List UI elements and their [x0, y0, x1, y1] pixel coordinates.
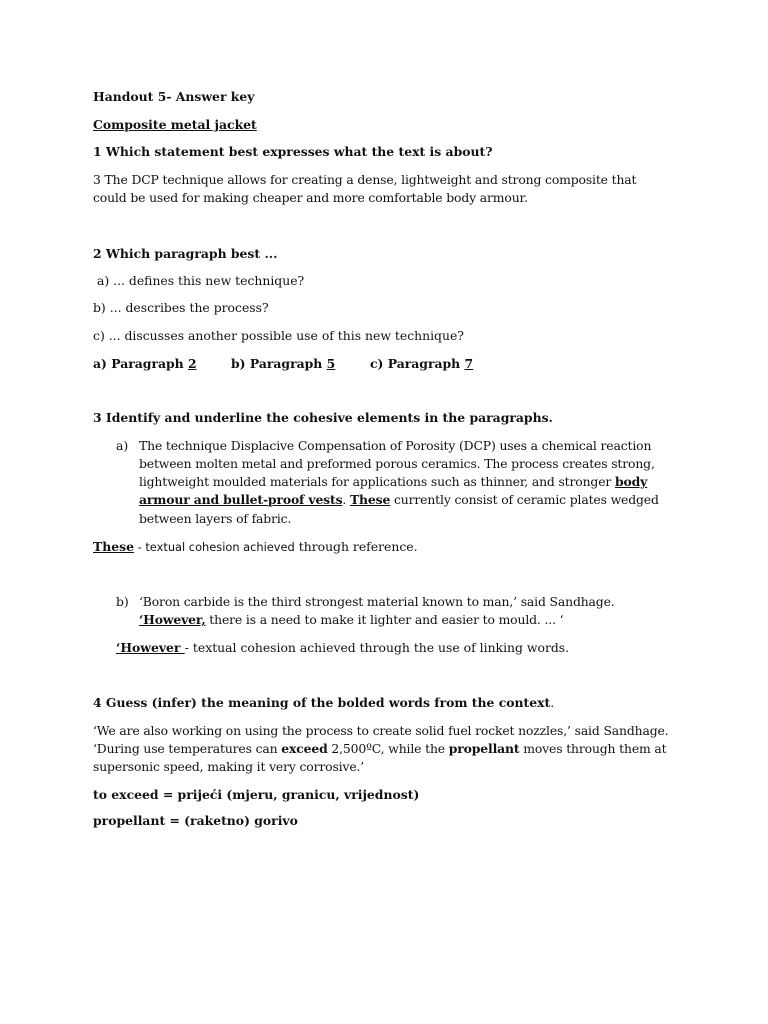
note-b-rest: - textual cohesion achieved through the use of linking words. — [184, 640, 570, 655]
bold-exceed: exceed — [281, 741, 328, 756]
quote-line-1: ‘We are also working on using the process to create solid fuel rocket nozzles,’ said Sandhage. — [93, 723, 669, 738]
quote-line-2-a: ‘During use temperatures can — [93, 741, 282, 756]
quote-line-2 — [93, 741, 666, 757]
answer-1-line-1: 3 The DCP technique allows for creating a dense, lightweight and strong composite that — [93, 172, 637, 187]
paragraph-a-line-5: between layers of fabric. — [139, 511, 292, 526]
question-3: 3 Identify and underline the cohesive elements in the paragraphs. — [93, 410, 553, 425]
gloss-propellant: propellant = (raketno) gorivo — [93, 813, 298, 828]
paragraph-b-marker: b) — [116, 594, 129, 609]
question-4-period: . — [550, 695, 555, 710]
question-4 — [93, 695, 554, 711]
paragraph-a-line-1: The technique Displacive Compensation of Porosity (DCP) uses a chemical reaction — [139, 438, 652, 453]
note-b — [116, 640, 569, 656]
answer-2-a-label: a) Paragraph — [93, 356, 188, 371]
answer-2-c — [370, 356, 473, 372]
question-2: 2 Which paragraph best ... — [93, 246, 278, 261]
question-2-option-c: c) ... discusses another possible use of this new technique? — [93, 328, 464, 343]
paragraph-a-line-3-text: lightweight moulded materials for applications such as thinner, and stronger — [139, 474, 615, 489]
paragraph-b-line-1: ‘Boron carbide is the third strongest material known to man,’ said Sandhage. — [139, 594, 615, 609]
quote-line-3: supersonic speed, making it very corrosive.’ — [93, 759, 365, 774]
note-b-word: ‘However — [116, 640, 185, 655]
answer-2-b-label: b) Paragraph — [231, 356, 327, 371]
gloss-exceed: to exceed = prijeći (mjeru, granicu, vrijednost) — [93, 787, 420, 802]
note-a-middle: - textual cohesion achieved — [133, 540, 295, 554]
note-a — [93, 539, 418, 555]
underlined-body: body — [614, 474, 648, 489]
handout-title: Handout 5- Answer key — [93, 89, 255, 104]
bold-propellant: propellant — [448, 741, 520, 756]
quote-line-2-b: 2,500ºC, while the — [327, 741, 449, 756]
answer-1-line-2: could be used for making cheaper and more comfortable body armour. — [93, 190, 528, 205]
underlined-these: These — [349, 492, 391, 507]
question-1: 1 Which statement best expresses what the text is about? — [93, 144, 493, 159]
paragraph-a-line-4-tail: currently consist of ceramic plates wedged — [390, 492, 659, 507]
paragraph-b-line-2-text: there is a need to make it lighter and easier to mould. ... ‘ — [205, 612, 564, 627]
paragraph-a-line-2: between molten metal and preformed porous ceramics. The process creates strong, — [139, 456, 655, 471]
quote-line-2-c: moves through them at — [519, 741, 667, 756]
answer-2-c-number: 7 — [464, 356, 474, 371]
answer-2-a-number: 2 — [187, 356, 197, 371]
answer-2-c-label: c) Paragraph — [370, 356, 465, 371]
underlined-body-armour: armour and bullet-proof vests — [139, 492, 343, 507]
paragraph-a-line-3 — [139, 474, 647, 490]
underlined-however: ‘However, — [139, 612, 206, 627]
question-2-option-b: b) ... describes the process? — [93, 300, 269, 315]
paragraph-a-dot: . — [342, 492, 350, 507]
question-2-option-a: a) ... defines this new technique? — [97, 273, 305, 288]
answer-2-a — [93, 356, 197, 372]
note-a-word: These — [93, 539, 134, 554]
note-a-end: through reference. — [294, 539, 418, 554]
answer-2-b — [231, 356, 335, 372]
text-title: Composite metal jacket — [93, 117, 257, 132]
paragraph-a-line-4 — [139, 492, 659, 508]
paragraph-b-line-2 — [139, 612, 563, 628]
question-4-text: 4 Guess (infer) the meaning of the bolded words from the context — [93, 695, 551, 710]
paragraph-a-marker: a) — [116, 438, 129, 453]
answer-2-b-number: 5 — [326, 356, 336, 371]
